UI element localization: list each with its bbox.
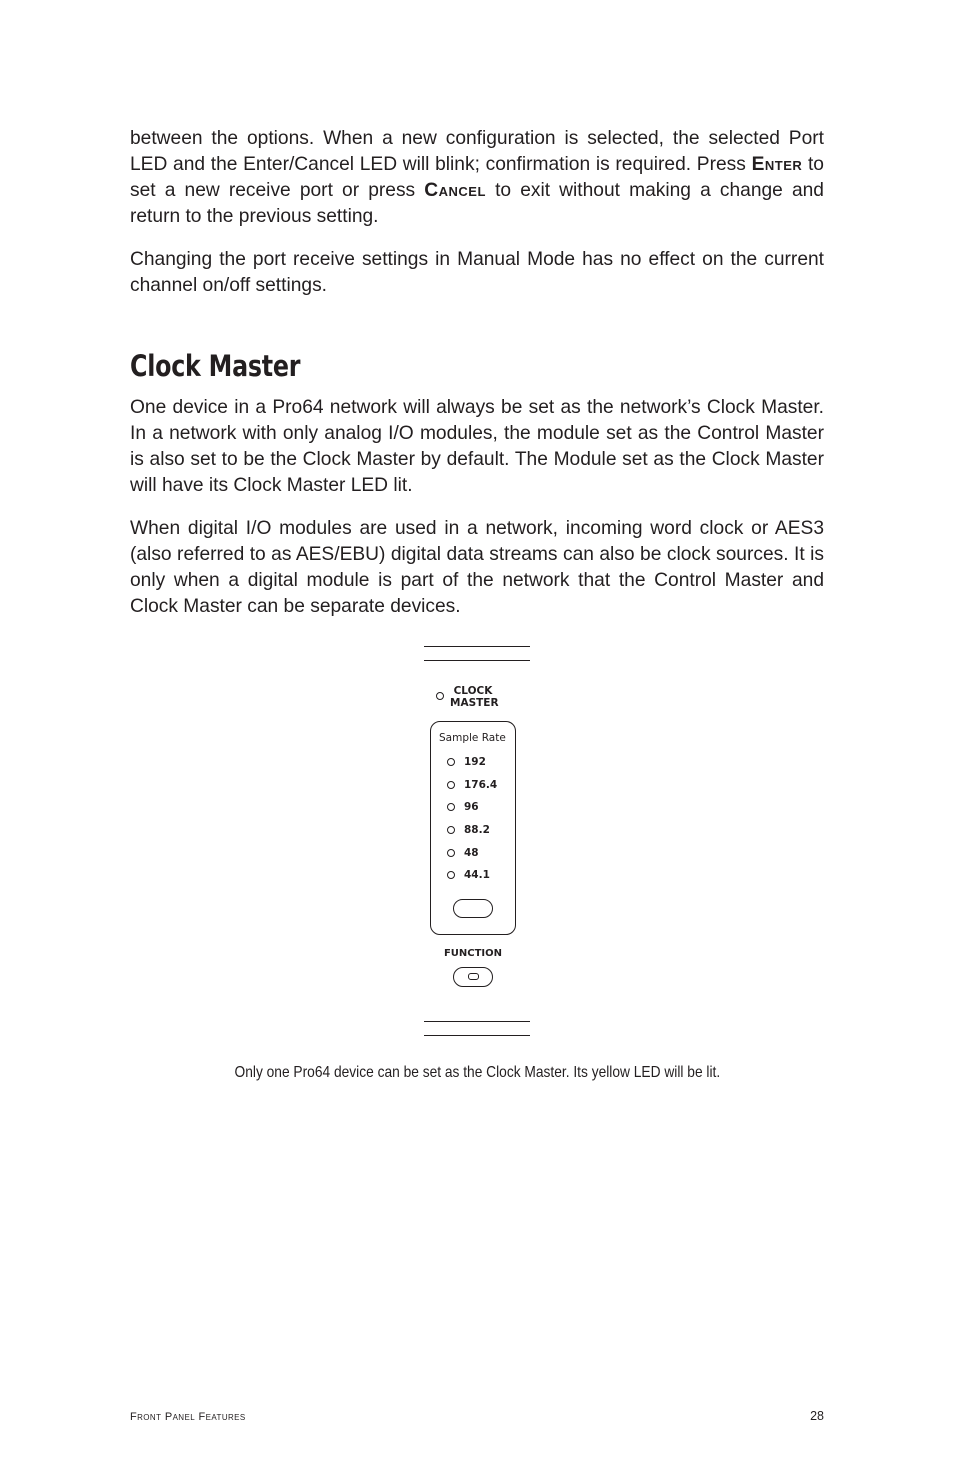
figure-caption-text: Only one Pro64 device can be set as the Clock Master. Its yellow LED will be lit. [234,1064,720,1081]
function-label: FUNCTION [443,948,503,959]
rate-label-44-1: 44.1 [464,869,490,881]
figure-caption [0,1062,954,1084]
clock-master-label-line2: MASTER [450,697,499,709]
function-button[interactable] [453,967,493,987]
intro-paragraph-2: Changing the port receive settings in Manual Mode has no effect on the current channel on/off settings. [130,249,824,296]
clock-master-paragraph-2: When digital I/O modules are used in a network, incoming word clock or AES3 (also referred to as AES/EBU) digital data streams can also be clock sources. It is only when a digital module is part of the network that the Control Master and Clock Master can be separate devices. [130,518,824,617]
rate-led-96 [447,803,455,811]
clock-master-paragraph-1: One device in a Pro64 network will always be set as the network’s Clock Master. In a network with only analog I/O modules, the module set as the Control Master is also set to be the Clock Master by default. The Module set as the Clock Master will have its Clock Master LED lit. [130,397,824,496]
sample-rate-button[interactable] [453,899,493,918]
rate-led-48 [447,849,455,857]
enter-key-label: Enter [751,154,803,175]
function-button-indicator [468,973,479,980]
panel-bottom-rule-1 [424,1021,530,1022]
rate-label-88-2: 88.2 [464,824,490,836]
panel-top-rule-1 [424,646,530,647]
clock-master-label-line1: CLOCK [453,685,493,697]
clock-master-led [436,692,444,700]
intro-text-2: to set a new receive port or press [130,154,824,201]
rate-led-176-4 [447,781,455,789]
rate-led-44-1 [447,871,455,879]
intro-text-1: between the options. When a new configuration is selected, the selected Port LED and the Enter/Cancel LED will blink; confirmation is required. Press [130,128,824,175]
cancel-key-label: Cancel [424,180,486,201]
rate-label-176-4: 176.4 [464,779,498,791]
rate-led-88-2 [447,826,455,834]
intro-text-3: to exit without making a change and return to the previous setting. [130,180,824,227]
rate-label-48: 48 [464,847,479,859]
panel-bottom-rule-2 [424,1035,530,1036]
section-heading: Clock Master [130,349,301,383]
clock-master-label [450,685,499,709]
sample-rate-title: Sample Rate [439,732,506,744]
footer-section-name: Front Panel Features [130,1411,246,1423]
rate-led-192 [447,758,455,766]
rate-label-96: 96 [464,801,479,813]
rate-label-192: 192 [464,756,486,768]
page-number: 28 [810,1409,824,1423]
panel-top-rule-2 [424,660,530,661]
intro-paragraph-1 [130,126,824,230]
